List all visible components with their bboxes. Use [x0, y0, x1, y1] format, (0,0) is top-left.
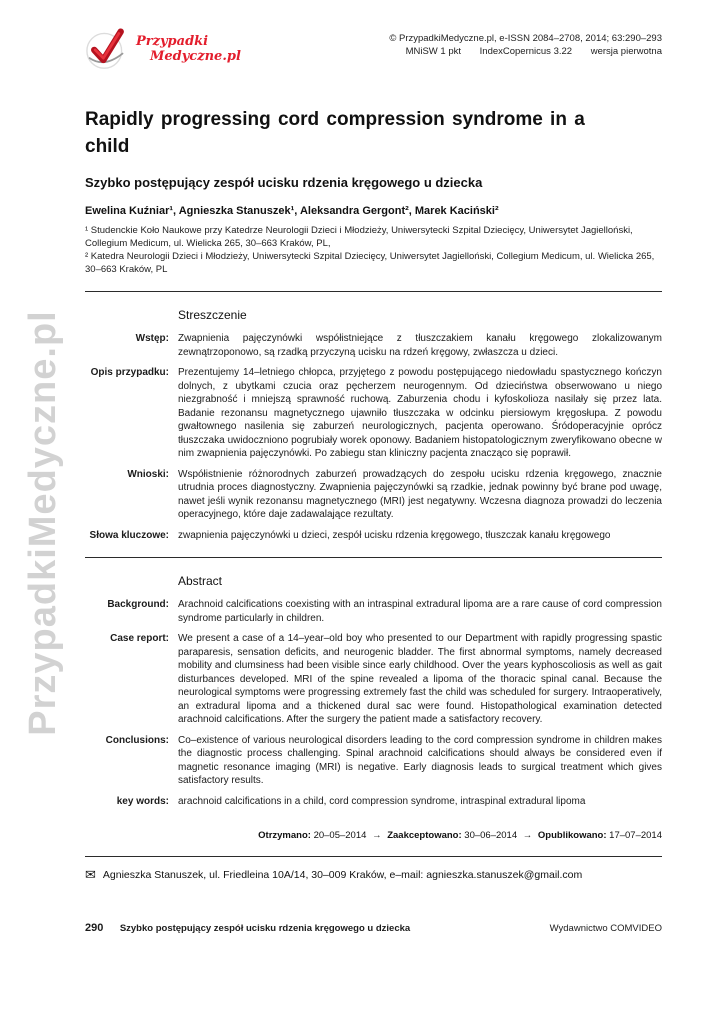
metric-wersja: wersja pierwotna: [590, 46, 662, 57]
abstract-heading: Abstract: [178, 574, 223, 588]
published-date: 17–07–2014: [609, 830, 662, 841]
watermark-vertical: PrzypadkiMedyczne.pl: [22, 310, 64, 736]
logo-checkmark-icon: [85, 28, 129, 70]
accepted-label: Zaakceptowano:: [387, 830, 462, 841]
row-label: Background:: [107, 599, 169, 610]
envelope-icon: ✉: [85, 867, 96, 882]
accepted-date: 30–06–2014: [464, 830, 518, 841]
affiliation-1: ¹ Studenckie Koło Naukowe przy Katedrze Neurologii Dzieci i Młodzieży, Uniwersytecki Szpital Dziecięcy, Uniwersytet Jagielloński, Collegium Medicum, ul. Wielicka 265, 30–663 Kraków, PL,: [85, 225, 633, 249]
divider-middle: [85, 557, 662, 558]
affiliations-block: [85, 224, 662, 276]
abstract-section: [85, 574, 662, 808]
row-label: Wnioski:: [127, 468, 169, 480]
metrics-line: [389, 45, 662, 58]
row-wstep: [85, 332, 662, 359]
row-conclusions: [85, 734, 662, 788]
row-label: Słowa kluczowe:: [89, 529, 169, 541]
divider-bottom: [85, 856, 662, 857]
footer-left: [85, 918, 410, 936]
row-text: Co–existence of various neurological disorders leading to the cord compression syndrome in children makes the diagnostic process challenging. Spinal arachnoid calcifications should always be considered even if magnetic resonance imaging (MRI) is negative. Early diagnosis leads to surgical treatment which gives satisfactory results.: [178, 734, 662, 786]
streszczenie-section: [85, 308, 662, 542]
correspondence-text: Agnieszka Stanuszek, ul. Friedleina 10A/14, 30–009 Kraków, e–mail: agnieszka.stanuszek@gmail.com: [102, 868, 583, 881]
running-title: Szybko postępujący zespół ucisku rdzenia kręgowego u dziecka: [119, 923, 411, 934]
journal-logo: [85, 28, 241, 70]
row-label: Conclusions:: [105, 734, 169, 746]
row-text: arachnoid calcifications in a child, cord compression syndrome, intraspinal extradural lipoma: [178, 795, 586, 807]
arrow-icon: →: [522, 830, 533, 841]
row-text: Zwapnienia pajęczynówki współistniejące z tłuszczakiem kanału kręgowego zlokalizowanym zewnątrzoponowo, są rzadką przyczyną ucisku na rdzeń kręgowy, zwłaszcza u dzieci.: [178, 333, 662, 358]
article-title-en: Rapidly progressing cord compression syndrome in a child: [85, 109, 585, 157]
publisher: Wydawnictwo COMVIDEO: [549, 923, 662, 934]
metric-mnisw: MNiSW 1 pkt: [405, 46, 461, 57]
publication-info: [389, 28, 662, 58]
row-text: Prezentujemy 14–letniego chłopca, przyjętego z powodu postępującego niedowładu spastycznego kończyn dolnych, z ubytkami czucia oraz pęcherzem neurogennym. Od dzieciństwa obserwowano u niego niezgrabność i mniejszą sprawność ruchową. Zaburzenia chodu i kyfoskolioza nasilały się przez lata. Badanie rezonansu magnetycznego ujawniło tłuszczaka w odcinku piersiowym kręgosłupa. Z powodu gwałtownego nasilenia się zaburzeń neurologicznych, pacjenta operowano. Śródoperacyjnie oprócz tłuszczaka uwidoczniono pogrubiały worek oponowy. Badaniem histopatologicznym zweryfikowano obecne w nim zwapnienia pajęczynówki. Po zabiegu stan kliniczny pacjenta znacząco się poprawił.: [178, 367, 662, 459]
authors-line: Ewelina Kuźniar¹, Agnieszka Stanuszek¹, Aleksandra Gergont², Marek Kaciński²: [85, 205, 499, 217]
row-label: Case report:: [110, 633, 169, 644]
row-text: We present a case of a 14–year–old boy who presented to our Department with rapidly progressing spastic paraparesis, sensation deficits, and neurogenic bladder. The first abnormal symptoms, namely decreased mobility and clumsiness had been visible since early childhood. Over the years kyphoscoliosis as well as gait disturbances developed. MRI of the spine revealed a lipoma of the thoracic spinal canal. Because the neurological symptoms were progressing extremely fast the child was scheduled for surgery. Intraoperatively, an extradural lipoma and a thickened dural sac were found. Histopathological examination detected arachnoid calcifications. After the surgery the patient made a satisfactory recovery.: [178, 633, 662, 725]
correspondence-line: [85, 868, 662, 881]
article-title-pl: Szybko postępujący zespół ucisku rdzenia kręgowego u dziecka: [85, 175, 483, 190]
row-opis-przypadku: [85, 366, 662, 461]
logo-wordmark-line2: Medyczne.pl: [150, 49, 241, 64]
row-background: [85, 598, 662, 625]
received-date: 20–05–2014: [313, 830, 367, 841]
row-label: key words:: [116, 795, 169, 807]
logo-wordmark-line1: Przypadki: [136, 34, 209, 49]
divider-top: [85, 291, 662, 292]
row-slowa-kluczowe: [85, 529, 662, 543]
row-text: Arachnoid calcifications coexisting with an intraspinal extradural lipoma are a rare cause of cord compression syndrome particularly in children.: [178, 599, 662, 624]
dates-line: [85, 830, 662, 841]
row-text: zwapnienia pajęczynówki u dzieci, zespół ucisku rdzenia kręgowego, tłuszczak kanału kręgowego: [178, 529, 611, 541]
row-text: Współistnienie różnorodnych zaburzeń prowadzących do zespołu ucisku rdzenia kręgowego, znacznie utrudnia proces diagnostyczny. Zwapnienia pajęczynówki są rzadkie, jednak powinny być brane pod uwagę, nawet jeśli wynik rezonansu magnetycznego (MRI) jest negatywny. Wczesna diagnoza prowadzi do leczenia operacyjnego, które daje zadawalające rezultaty.: [178, 468, 662, 520]
arrow-icon: →: [372, 830, 382, 841]
logo-wordmark: [136, 28, 241, 64]
page-footer: [85, 918, 662, 936]
metric-indexcopernicus: IndexCopernicus 3.22: [479, 46, 573, 57]
affiliation-2: ² Katedra Neurologii Dzieci i Młodzieży, Uniwersytecki Szpital Dziecięcy, Uniwersytet Jagielloński, Collegium Medicum, ul. Wielicka 265, 30–663 Kraków, PL: [85, 251, 655, 275]
streszczenie-heading: Streszczenie: [178, 308, 247, 322]
page-header: [85, 28, 662, 70]
row-label: Opis przypadku:: [90, 367, 169, 378]
copyright-line: © PrzypadkiMedyczne.pl, e-ISSN 2084–2708, 2014; 63:290–293: [389, 33, 662, 44]
received-label: Otrzymano:: [258, 830, 311, 841]
row-case-report: [85, 632, 662, 727]
row-label: Wstęp:: [135, 333, 169, 344]
page-number: 290: [85, 922, 104, 934]
published-label: Opublikowano:: [537, 830, 607, 841]
row-key-words: [85, 795, 662, 809]
row-wnioski: [85, 468, 662, 522]
